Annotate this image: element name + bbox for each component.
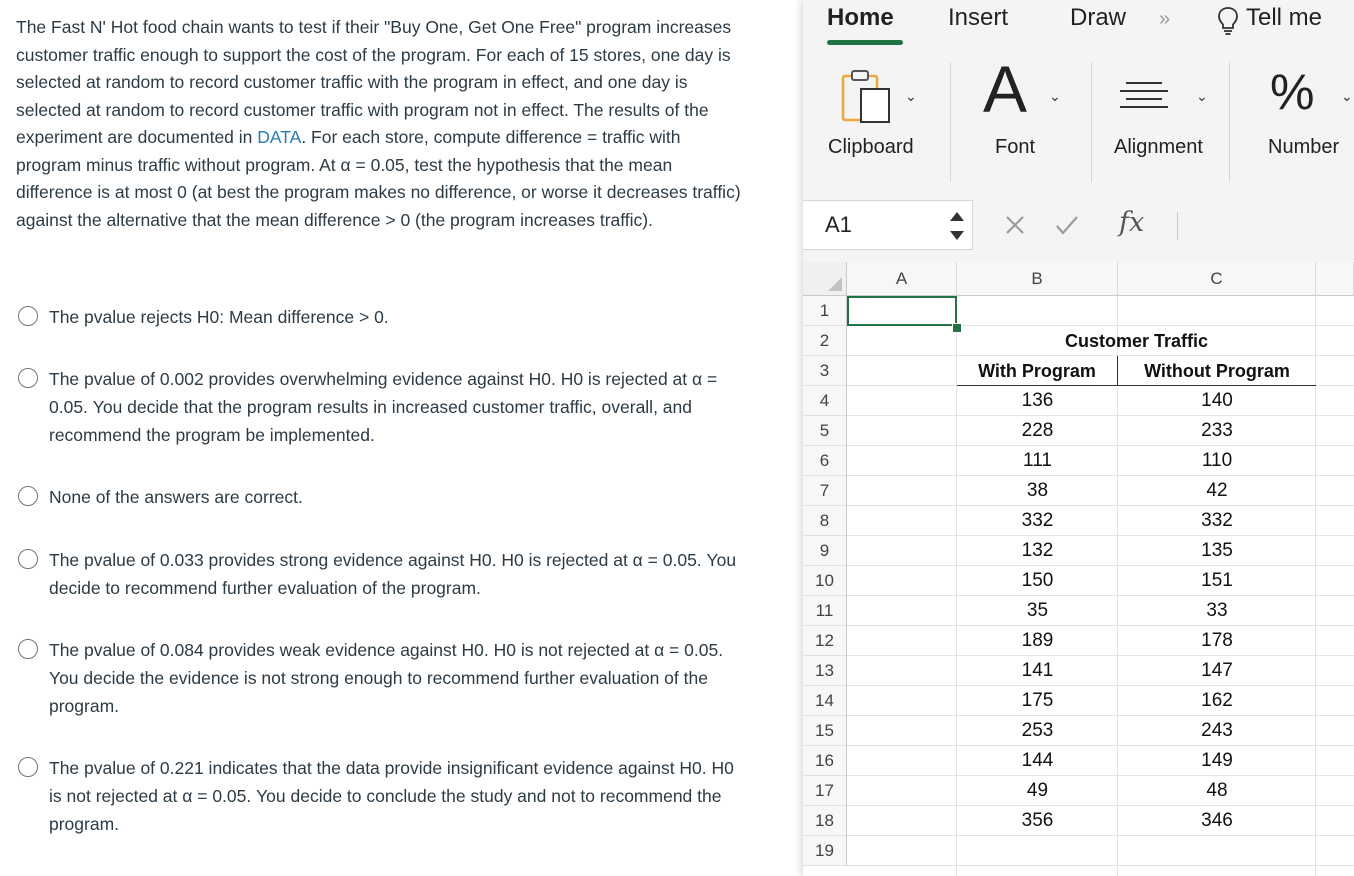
tab-insert[interactable]: Insert [948,4,1009,31]
row-header[interactable]: 13 [803,656,847,686]
table-cell[interactable]: 151 [1201,570,1233,591]
question-text [16,14,746,234]
chevron-down-icon[interactable]: ⌄ [905,88,917,104]
fill-handle[interactable] [952,323,962,333]
table-cell[interactable]: 111 [1023,450,1052,471]
row-header[interactable]: 12 [803,626,847,656]
answer-option-5[interactable] [18,636,738,720]
spreadsheet-grid[interactable] [803,262,1354,876]
row-header[interactable]: 8 [803,506,847,536]
font-label: Font [995,136,1036,158]
select-all-corner[interactable] [803,262,847,296]
chevron-down-icon[interactable]: ⌄ [1341,88,1353,104]
answer-option-2[interactable] [18,365,738,449]
row-header[interactable]: 6 [803,446,847,476]
table-cell[interactable]: 332 [1201,510,1233,531]
row-header[interactable]: 17 [803,776,847,806]
row-header[interactable]: 16 [803,746,847,776]
row-header[interactable]: 7 [803,476,847,506]
alignment-icon[interactable] [1120,80,1168,117]
answer-option-label: The pvalue of 0.033 provides strong evidence against H0. H0 is rejected at α = 0.05. You decide to recommend further evaluation of the program. [49,550,737,598]
table-cell[interactable]: 332 [1021,510,1054,531]
row-header[interactable]: 1 [803,296,847,326]
row-header[interactable]: 10 [803,566,847,596]
answer-option-label: The pvalue rejects H0: Mean difference > 0. [49,307,389,327]
column-header-a[interactable]: A [847,262,957,296]
table-cell[interactable]: 233 [1201,420,1233,441]
table-cell[interactable]: 140 [1201,390,1233,411]
answer-option-3[interactable] [18,483,738,511]
cancel-confirm-icons[interactable] [999,208,1089,244]
name-box-stepper-icon[interactable] [949,209,965,248]
radio-button[interactable] [18,486,38,506]
question-text-part1: The Fast N' Hot food chain wants to test if their "Buy One, Get One Free" program increases customer traffic enough to support the cost of the program. For each of 15 stores, one day is selected at random to record customer traffic with the program in effect, and one day is selected at random to record customer traffic with program not in effect. The results of the experiment are documented in [16,17,732,147]
table-cell[interactable]: 35 [1026,600,1049,621]
ribbon [803,52,1354,192]
tab-draw[interactable]: Draw [1070,4,1127,31]
row-header[interactable]: 5 [803,416,847,446]
column-header-b[interactable]: B [957,262,1118,296]
answer-option-label: None of the answers are correct. [49,487,303,507]
chevron-down-icon[interactable]: ⌄ [1049,88,1061,104]
table-cell[interactable]: 141 [1021,660,1054,681]
table-cell[interactable]: 228 [1021,420,1054,441]
table-title-cell[interactable]: Customer Traffic [1064,331,1209,351]
select-all-icon [828,277,842,291]
table-cell[interactable]: 346 [1201,810,1233,831]
row-header[interactable]: 19 [803,836,847,866]
table-cell[interactable]: 136 [1021,390,1054,411]
table-cell[interactable]: 162 [1201,690,1233,711]
row-header[interactable]: 14 [803,686,847,716]
radio-button[interactable] [18,368,38,388]
active-tab-indicator [827,40,903,45]
font-icon[interactable]: A [983,52,1028,126]
table-cell[interactable]: 42 [1206,480,1228,501]
table-cell[interactable]: 189 [1021,630,1054,651]
table-cell[interactable]: 132 [1021,540,1054,561]
row-header[interactable]: 4 [803,386,847,416]
answer-option-label: The pvalue of 0.002 provides overwhelming evidence against H0. H0 is rejected at α = 0.05. You decide that the program results in increased customer traffic, overall, and recommend the program be implemented. [49,369,718,445]
name-box-value: A1 [825,212,852,237]
selected-cell-a1[interactable] [847,296,957,326]
header-without-program[interactable]: Without Program [1118,356,1316,386]
radio-button[interactable] [18,639,38,659]
answer-option-label: The pvalue of 0.221 indicates that the data provide insignificant evidence against H0. H0 is not rejected at α = 0.05. You decide to conclude the study and not to recommend the program. [49,758,734,834]
formula-bar [803,200,1354,252]
table-cell[interactable]: 38 [1026,480,1049,501]
data-link[interactable]: DATA [257,127,302,147]
row-header[interactable]: 9 [803,536,847,566]
alignment-label: Alignment [1114,136,1203,158]
ribbon-separator [1229,62,1230,182]
row-header[interactable]: 15 [803,716,847,746]
row-header[interactable]: 2 [803,326,847,356]
table-cell[interactable]: 110 [1201,450,1233,471]
tab-home[interactable]: Home [827,4,894,31]
more-tabs-icon[interactable]: » [1159,8,1171,30]
tab-tell-me[interactable]: Tell me [1246,4,1323,31]
formula-tools [999,208,1089,251]
grid-line [847,865,1354,866]
question-text-part2: . For each store, compute difference = traffic with program minus traffic without program. At α = 0.05, test the hypothesis that the mean difference is at most 0 (at best the program makes no difference, or worse it decreases traffic) against the alternative that the mean difference > 0 (the program increases traffic). [16,127,741,230]
table-cell[interactable]: 144 [1021,750,1054,771]
ribbon-separator [950,62,951,182]
answer-option-6[interactable] [18,754,738,838]
radio-button[interactable] [18,549,38,569]
table-cell[interactable]: 150 [1021,570,1054,591]
row-header[interactable]: 3 [803,356,847,386]
function-icon[interactable]: fx [1119,207,1145,238]
clipboard-paste-icon[interactable] [839,70,899,129]
table-cell[interactable]: 49 [1026,780,1049,801]
number-label: Number [1268,136,1340,158]
radio-button[interactable] [18,306,38,326]
answer-option-label: The pvalue of 0.084 provides weak evidence against H0. H0 is not rejected at α = 0.05. You decide the evidence is not strong enough to recommend further evaluation of the program. [49,640,724,716]
table-cell[interactable]: 135 [1201,540,1233,561]
table-cell[interactable]: 175 [1021,690,1054,711]
header-with-program[interactable]: With Program [957,356,1118,386]
lightbulb-icon[interactable] [1217,6,1239,41]
ribbon-separator [1091,62,1092,182]
table-cell[interactable]: 149 [1201,750,1233,771]
formula-input[interactable] [1177,212,1178,240]
ribbon-tabs [803,0,1354,50]
chevron-down-icon[interactable]: ⌄ [1196,88,1208,104]
table-cell[interactable]: 178 [1201,630,1233,651]
table-cell[interactable]: 147 [1201,660,1233,681]
answer-option-4[interactable] [18,546,738,602]
name-box[interactable] [803,200,973,250]
clipboard-label: Clipboard [828,136,914,158]
row-header[interactable]: 11 [803,596,847,626]
radio-button[interactable] [18,757,38,777]
table-cell[interactable]: 33 [1206,600,1228,621]
table-cell[interactable]: 356 [1021,810,1054,831]
answer-option-1[interactable] [18,303,738,331]
table-cell[interactable]: 243 [1201,720,1233,741]
column-header-c[interactable]: C [1118,262,1316,296]
column-header-d[interactable] [1316,262,1354,296]
excel-panel [803,0,1354,876]
table-cell[interactable]: 48 [1206,780,1228,801]
table-cell[interactable]: 253 [1021,720,1054,741]
row-header[interactable]: 18 [803,806,847,836]
percent-icon[interactable]: % [1270,64,1315,120]
